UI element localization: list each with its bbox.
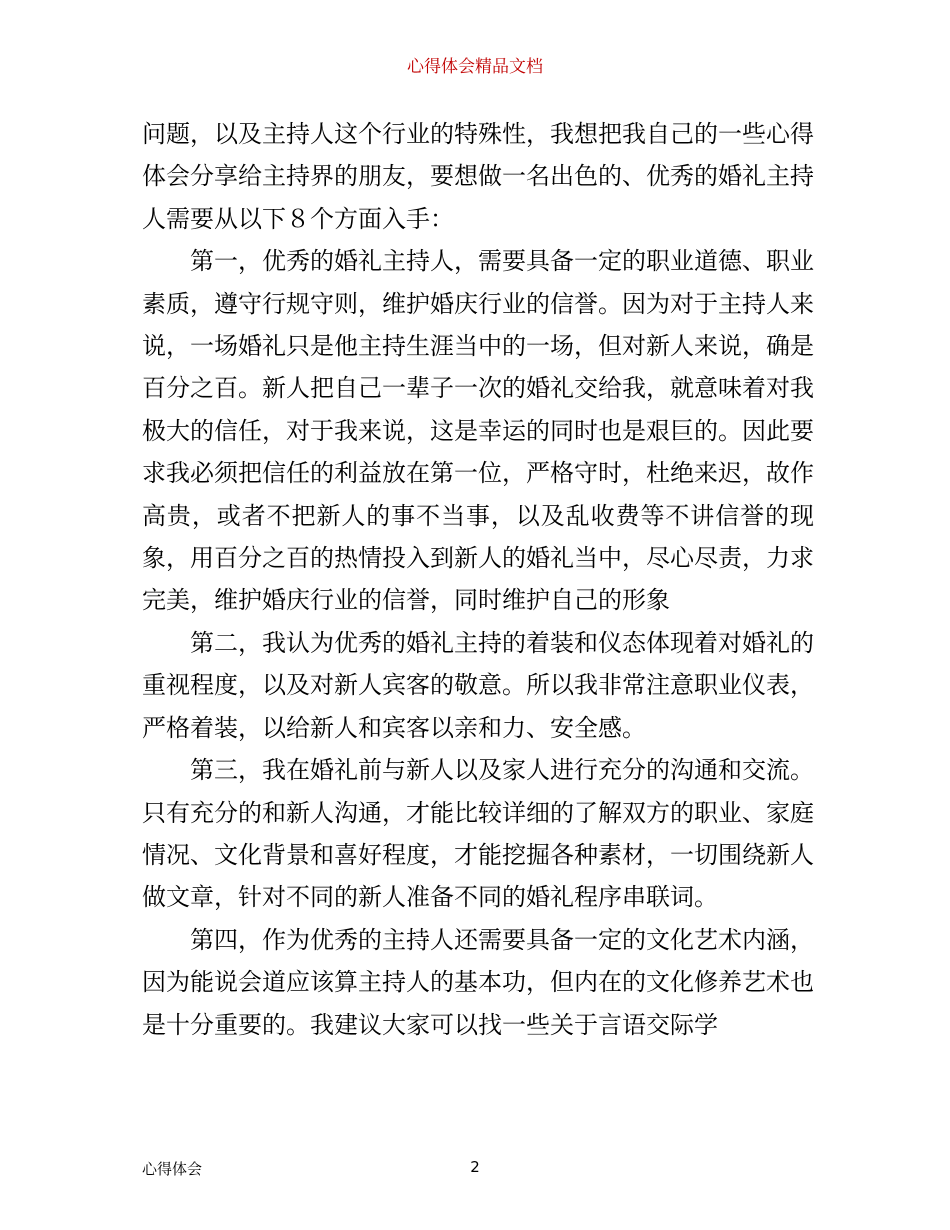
footer-label: 心得体会: [142, 1160, 203, 1178]
paragraph-continuation: 问题，以及主持人这个行业的特殊性，我想把我自己的一些心得体会分享给主持界的朋友，要想做一名出色的、优秀的婚礼主持人需要从以下８个方面入手：: [142, 120, 814, 233]
paragraph-point-2: 第二，我认为优秀的婚礼主持的着装和仪态体现着对婚礼的重视程度，以及对新人宾客的敬意。所以我非常注意职业仪表，严格着装，以给新人和宾客以亲和力、安全感。: [142, 628, 814, 742]
paragraph-point-4: 第四，作为优秀的主持人还需要具备一定的文化艺术内涵，因为能说会道应该算主持人的基本功，但内在的文化修养艺术也是十分重要的。我建议大家可以找一些关于言语交际学: [142, 925, 814, 1039]
page-number: 2: [470, 1158, 480, 1176]
document-body: [142, 113, 814, 1046]
paragraph-point-1: 第一，优秀的婚礼主持人，需要具备一定的职业道德、职业素质，遵守行规守则，维护婚庆行业的信誉。因为对于主持人来说，一场婚礼只是他主持生涯当中的一场，但对新人来说，确是百分之百。新人把自己一辈子一次的婚礼交给我，就意味着对我极大的信任，对于我来说，这是幸运的同时也是艰巨的。因此要求我必须把信任的利益放在第一位，严格守时，杜绝来迟，故作高贵，或者不把新人的事不当事，以及乱收费等不讲信誉的现象，用百分之百的热情投入到新人的婚礼当中，尽心尽责，力求完美，维护婚庆行业的信誉，同时维护自己的形象: [142, 247, 814, 615]
page-header-title: 心得体会精品文档: [407, 57, 543, 77]
paragraph-point-3: 第三，我在婚礼前与新人以及家人进行充分的沟通和交流。只有充分的和新人沟通，才能比较详细的了解双方的职业、家庭情况、文化背景和喜好程度，才能挖掘各种素材，一切围绕新人做文章，针对不同的新人准备不同的婚礼程序串联词。: [142, 756, 814, 912]
